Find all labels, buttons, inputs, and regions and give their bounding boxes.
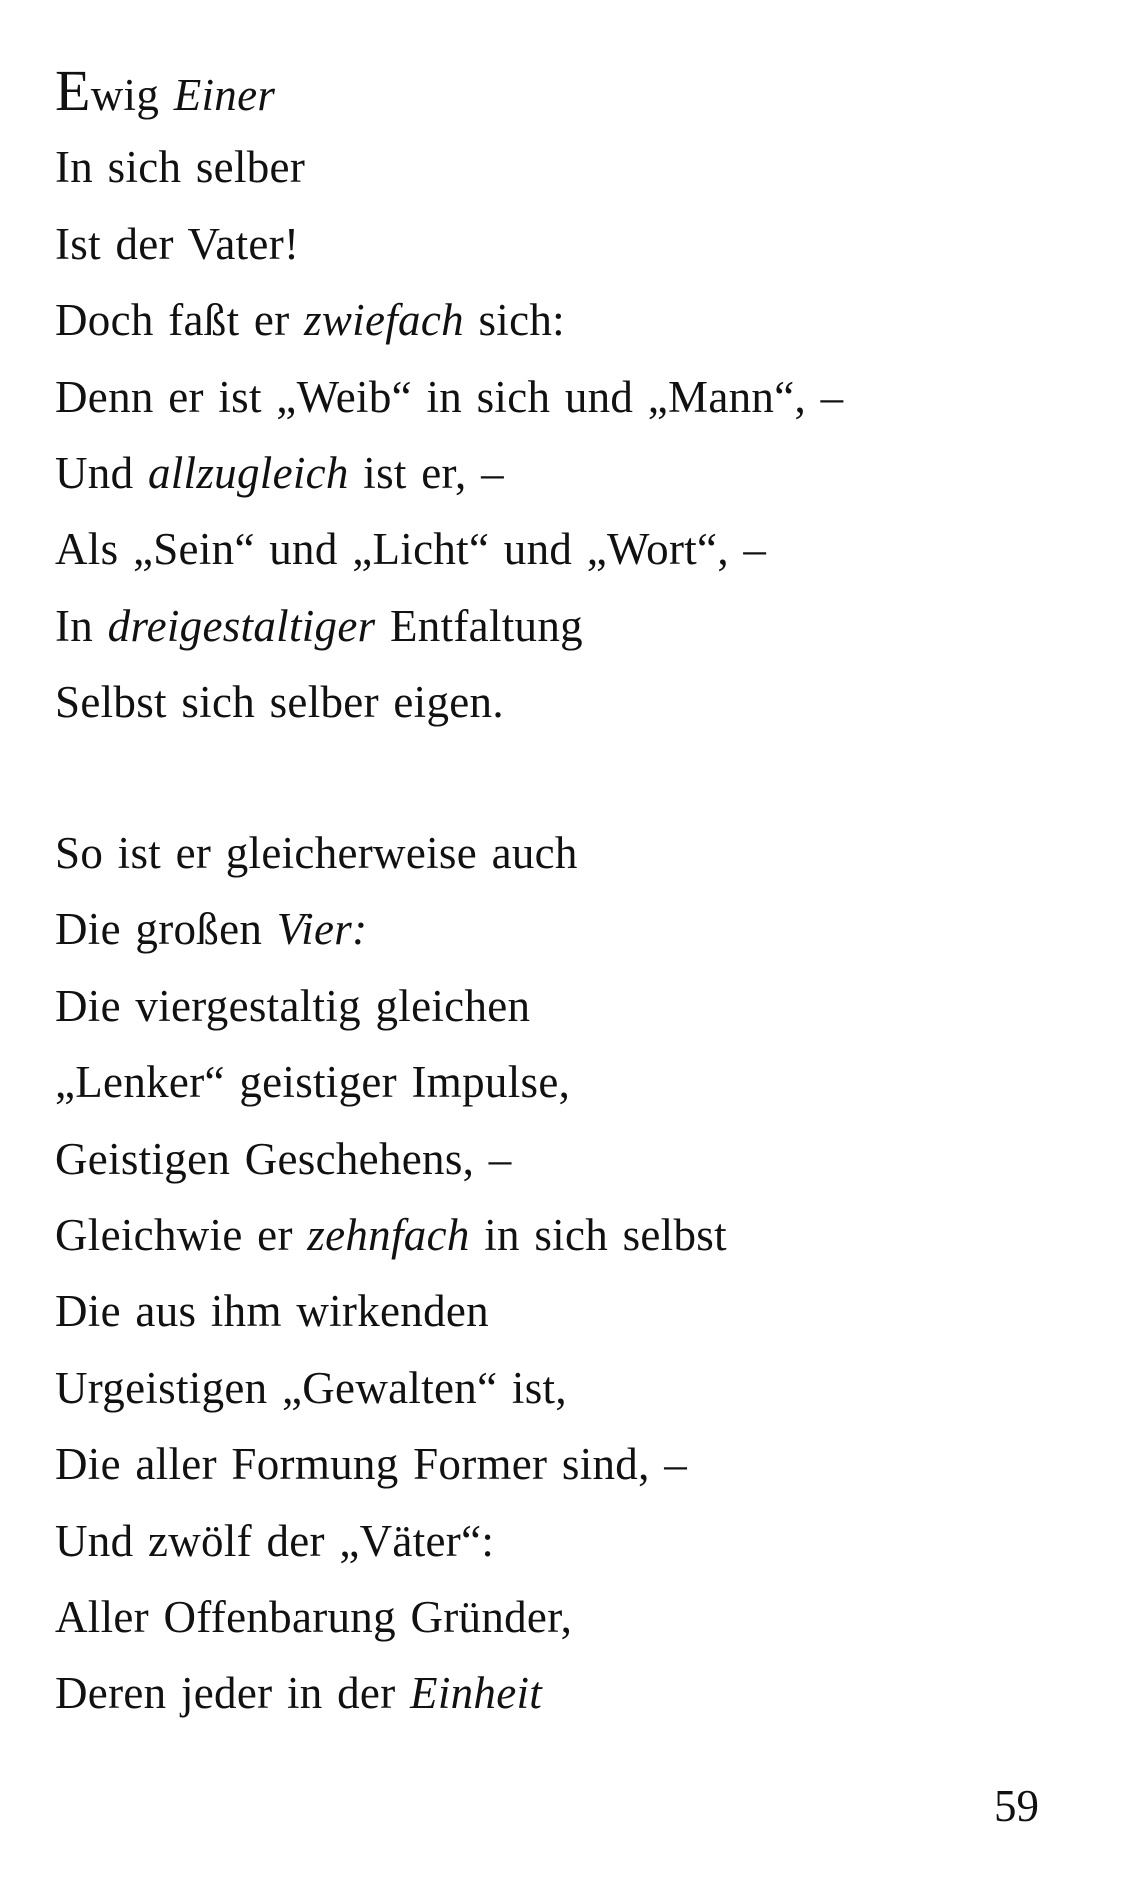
line-text: Denn er ist „Weib“ in sich und „Mann“, –	[55, 371, 844, 422]
emphasized-text: Vier:	[276, 904, 368, 955]
poem-line	[55, 359, 843, 435]
line-text: Und zwölf der „Väter“:	[55, 1515, 495, 1566]
line-text: sich:	[463, 295, 565, 346]
line-text: Urgeistigen „Gewalten“ ist,	[55, 1362, 567, 1413]
line-text: in sich selbst	[469, 1209, 727, 1260]
poem-line	[55, 1655, 727, 1731]
line-text: Ist der Vater!	[55, 218, 300, 269]
line-text: Gleichwie er	[55, 1209, 308, 1260]
line-text: wig	[90, 70, 174, 120]
line-text: Deren jeder in der	[55, 1668, 411, 1719]
poem-line	[55, 664, 843, 740]
line-text: Die viergestaltig gleichen	[55, 980, 531, 1031]
poem-line	[55, 206, 843, 282]
poem-line	[55, 968, 727, 1044]
line-text: Die aus ihm wirkenden	[55, 1286, 489, 1337]
line-text: Und	[55, 447, 148, 498]
poem-line	[55, 282, 843, 358]
poem-line	[55, 435, 843, 511]
poem-line	[55, 1044, 727, 1120]
line-text: Die großen	[55, 904, 277, 955]
line-text: In sich selber	[55, 142, 306, 193]
line-text: Als „Sein“ und „Licht“ und „Wort“, –	[55, 524, 767, 575]
emphasized-text: allzugleich	[147, 447, 349, 498]
poem-line	[55, 1121, 727, 1197]
line-text: Aller Offenbarung Gründer,	[55, 1591, 573, 1642]
line-text: ist er, –	[348, 447, 504, 498]
poem-line	[55, 1503, 727, 1579]
poem-line	[55, 1350, 727, 1426]
poem-line	[55, 511, 843, 587]
emphasized-text: Einer	[173, 70, 276, 120]
poem-line	[55, 891, 727, 967]
line-text: „Lenker“ geistiger Impulse,	[55, 1057, 571, 1108]
line-text: So ist er gleicherweise auch	[55, 828, 578, 878]
line-text: Geistigen Geschehens, –	[55, 1133, 512, 1184]
poem-line	[55, 1197, 727, 1273]
poem-line	[55, 53, 843, 129]
line-text: Die aller Formung Former sind, –	[55, 1439, 688, 1490]
poem-line	[55, 1579, 727, 1655]
poem-line	[55, 1426, 727, 1502]
line-text: Doch faßt er	[55, 295, 305, 346]
line-text: Entfaltung	[375, 600, 583, 651]
poem-line	[55, 129, 843, 205]
page-number: 59	[994, 1781, 1039, 1831]
emphasized-text: zwiefach	[304, 295, 464, 346]
initial-letter: E	[55, 58, 91, 123]
poem-line	[55, 588, 843, 664]
line-text: In	[55, 600, 108, 651]
stanza	[55, 53, 843, 741]
emphasized-text: Einheit	[410, 1668, 543, 1719]
line-text: Selbst sich selber eigen.	[55, 677, 504, 728]
poem-line	[55, 1273, 727, 1349]
poem-line	[55, 815, 727, 891]
emphasized-text: zehnfach	[307, 1209, 470, 1260]
emphasized-text: dreigestaltiger	[107, 600, 376, 651]
stanza	[55, 815, 727, 1732]
